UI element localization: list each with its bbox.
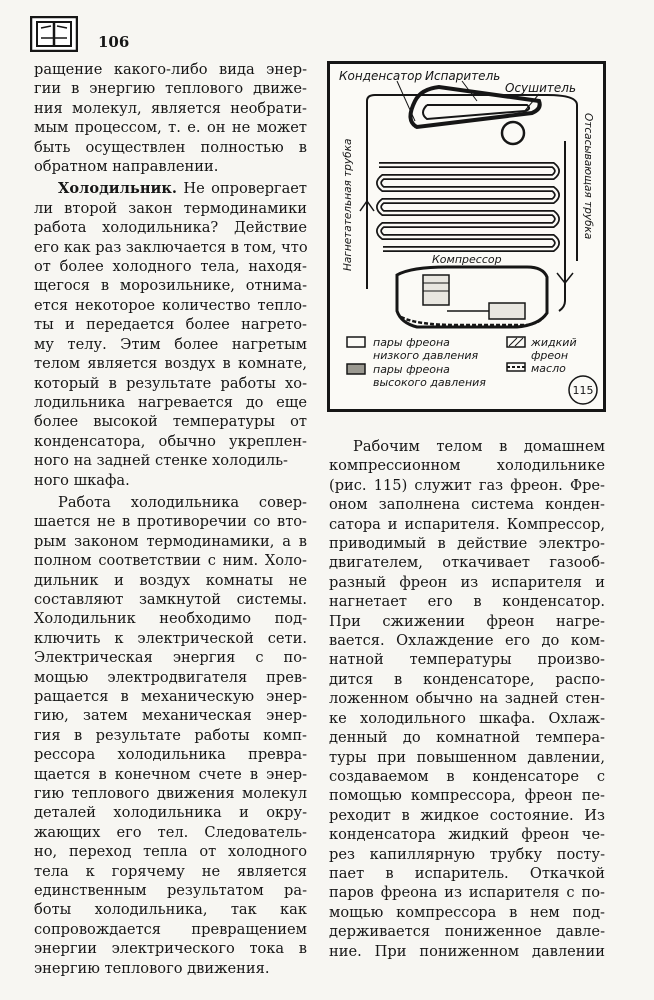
legend-low-pressure-1: пары фреона — [373, 336, 450, 349]
text-line: (рис. 115) служит газ фреон. Фре- — [329, 476, 605, 494]
text-line: держивается пониженное давле- — [329, 923, 605, 941]
text-line: полном соответствии с ним. Холо- — [34, 552, 307, 570]
evaporator-label: Испаритель — [425, 69, 501, 83]
text-line: лодильника нагревается до еще — [34, 393, 307, 411]
text-line: му телу. Этим более нагретым — [34, 335, 307, 353]
text-line: реходит в жидкое состояние. Из — [329, 806, 605, 824]
text-line: тела к горячему не является — [34, 862, 307, 880]
text-line: ного на задней стенке холодиль- — [34, 452, 288, 470]
book-spread-icon — [30, 16, 78, 52]
text-line: дильник и воздух комнаты не — [34, 571, 307, 589]
text-line: рым законом термодинамики, а в — [34, 532, 307, 550]
right-column — [329, 437, 605, 961]
text-line: конденсатора жидкий фреон че- — [329, 826, 605, 844]
suction-tube-label: Отсасывающая трубка — [582, 113, 594, 240]
text-line: составляют замкнутой системы. — [34, 590, 307, 608]
discharge-tube-label: Нагнетательная трубка — [342, 138, 354, 271]
section-heading: Холодильник. — [58, 180, 177, 198]
text-line: гии в энергию теплового движе- — [34, 80, 307, 98]
text-line: разный фреон из испарителя и — [329, 573, 605, 591]
left-column — [34, 60, 307, 978]
condenser-label: Конденсатор — [339, 69, 423, 83]
text-line: жающих его тел. Следователь- — [34, 823, 307, 841]
text-line: нагнетает его в конденсатор. — [329, 593, 605, 611]
text-line: паров фреона из испарителя с по- — [329, 884, 605, 902]
paragraph-2 — [34, 179, 307, 490]
text-line: энергию теплового движения. — [34, 959, 270, 977]
text-line: денный до комнатной темпера- — [329, 729, 605, 747]
text-line: При сжижении фреон нагре- — [329, 612, 605, 630]
text-line: гию теплового движения молекул — [34, 785, 307, 803]
text-line: гия в результате работы комп- — [34, 726, 307, 744]
text-line: двигателем, откачивает газооб- — [329, 554, 605, 572]
text-line: щегося в морозильнике, отнима- — [34, 277, 307, 295]
text-line: ложенном обычно на задней стен- — [329, 690, 605, 708]
figure-number: 115 — [572, 384, 594, 397]
page-number: 106 — [98, 33, 130, 51]
text-line: помощью компрессора, фреон пе- — [329, 787, 605, 805]
text-line: мощью электродвигателя прев- — [34, 668, 307, 686]
text-line: который в результате работы хо- — [34, 374, 307, 392]
text-line: сатора и испарителя. Компрессор, — [329, 515, 605, 533]
text-line: конденсатора, обычно укреплен- — [34, 432, 307, 450]
text-line: ли второй закон термодинамики — [34, 199, 307, 217]
text-line: мым процессом, т. е. он не может — [34, 119, 307, 137]
text-line: натной температуры произво- — [329, 651, 605, 669]
text-line: оном заполнена система конден- — [329, 496, 605, 514]
paragraph-3 — [34, 493, 307, 978]
compressor-label: Компрессор — [432, 253, 502, 266]
text-line: ния молекул, является необрати- — [34, 99, 307, 117]
text-line: сопровождается превращением — [34, 920, 307, 938]
paragraph-1 — [34, 60, 307, 176]
legend-high-pressure-2: высокого давления — [373, 376, 486, 389]
text-line: телом является воздух в комнате, — [34, 355, 307, 373]
dryer-label: Осушитель — [505, 81, 577, 95]
text-line: от более холодного тела, находя- — [34, 258, 307, 276]
text-line: Работа холодильника совер- — [58, 493, 307, 511]
text-line: ние. При пониженном давлении — [329, 942, 605, 960]
text-line: ного шкафа. — [34, 471, 130, 489]
text-line: рез капиллярную трубку посту- — [329, 845, 605, 863]
text-line: ется некоторое количество тепло- — [34, 296, 307, 314]
text-line: компрессионном холодильнике — [329, 457, 605, 475]
text-line: боты холодильника, так как — [34, 901, 307, 919]
legend-high-pressure-swatch — [347, 364, 365, 374]
text-line: дится в конденсаторе, распо- — [329, 670, 605, 688]
text-line: мощью компрессора в нем под- — [329, 903, 605, 921]
legend-liquid-2: фреон — [531, 349, 569, 362]
text-line: приводимый в действие электро- — [329, 535, 605, 553]
text-line: гию, затем механическая энер- — [34, 707, 307, 725]
paragraph-4 — [329, 437, 605, 961]
motor — [489, 303, 525, 319]
text-line: деталей холодильника и окру- — [34, 804, 307, 822]
refrigerator-diagram — [327, 61, 606, 412]
text-line: шается не в противоречии со вто- — [34, 513, 307, 531]
text-line: единственным результатом ра- — [34, 882, 307, 900]
legend-liquid-1: жидкий — [531, 336, 577, 349]
text-line: Холодильник необходимо под- — [34, 610, 307, 628]
text-line: туры при повышенном давлении, — [329, 748, 605, 766]
text-line: создаваемом в конденсаторе с — [329, 767, 605, 785]
text-line: энергии электрического тока в — [34, 940, 307, 958]
text-line: ты и передается более нагрето- — [34, 316, 307, 334]
text-line: ращение какого-либо вида энер- — [34, 61, 307, 78]
text-line: ке холодильного шкафа. Охлаж- — [329, 709, 605, 727]
text-line: но, переход тепла от холодного — [34, 843, 307, 861]
text-line: его как раз заключается в том, что — [34, 238, 308, 256]
legend-low-pressure-2: низкого давления — [373, 349, 479, 362]
text-line: ключить к электрической сети. — [34, 629, 307, 647]
text-line: ращается в механическую энер- — [34, 688, 307, 705]
text-line: быть осуществлен полностью в — [34, 138, 307, 156]
text-line: вается. Охлаждение его до ком- — [329, 632, 605, 650]
text-line: щается в конечном счете в энер- — [34, 765, 307, 783]
text-line: Рабочим телом в домашнем — [353, 438, 605, 455]
legend-oil: масло — [531, 362, 566, 375]
text-line: более высокой температуры от — [34, 413, 307, 431]
text-line: рессора холодильника превра- — [34, 746, 307, 764]
text-line: Электрическая энергия с по- — [34, 649, 307, 667]
text-line: пает в испаритель. Откачкой — [329, 864, 605, 882]
text-line: Не опровергает — [176, 180, 307, 198]
compressor-cylinder — [423, 275, 449, 305]
legend-high-pressure-1: пары фреона — [373, 363, 450, 376]
text-line: обратном направлении. — [34, 158, 219, 176]
text-line: работа холодильника? Действие — [34, 219, 307, 237]
